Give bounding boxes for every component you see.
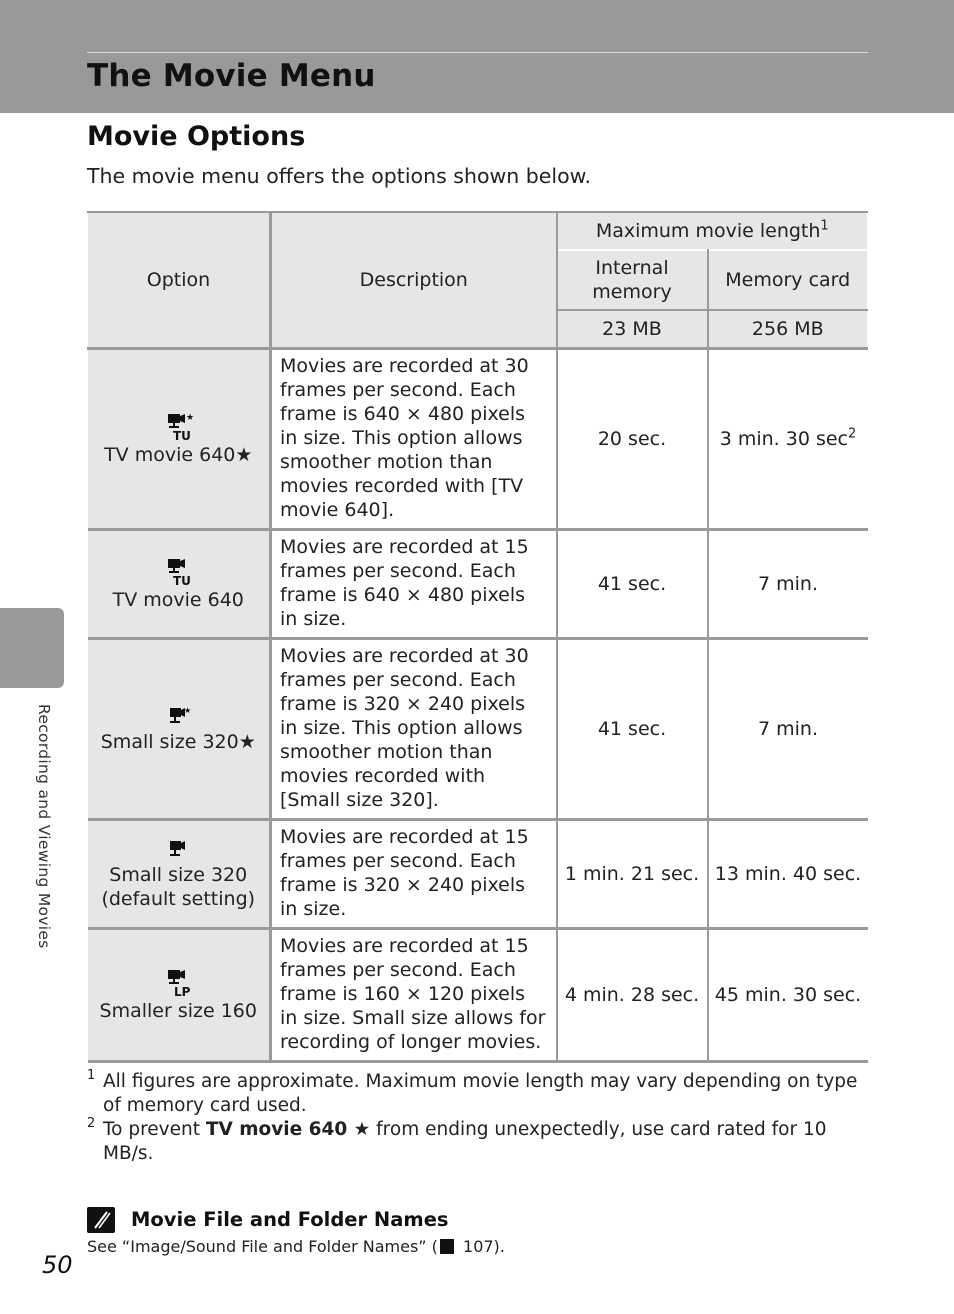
- table-row: [88, 529, 868, 638]
- description-cell: Movies are recorded at 30 frames per second. Each frame is 640 × 480 pixels in size. This option allows smoother motion than movies recorded with [TV movie 640].: [271, 348, 557, 529]
- footnote-ref-1: 1: [820, 218, 829, 234]
- option-label: Small size 320 (default setting): [101, 863, 256, 910]
- description-cell: Movies are recorded at 15 frames per second. Each frame is 320 × 240 pixels in size.: [271, 819, 557, 928]
- header-description: Description: [271, 212, 557, 348]
- movie-options-table: [87, 211, 868, 1063]
- memory-card-cell: 7 min.: [708, 529, 868, 638]
- footnote-text-pre: To prevent: [103, 1119, 206, 1140]
- small-size-320-star-icon: [164, 704, 192, 728]
- note-title: Movie File and Folder Names: [131, 1208, 449, 1231]
- header-max-length: [557, 212, 868, 250]
- page-title: The Movie Menu: [87, 58, 376, 94]
- memory-card-cell: 45 min. 30 sec.: [708, 928, 868, 1061]
- option-cell: [88, 928, 271, 1061]
- internal-memory-cell: 4 min. 28 sec.: [557, 928, 708, 1061]
- page-reference-icon: [440, 1239, 454, 1254]
- footnote-text-post: from ending unexpectedly, use card rated for 10 MB/s.: [103, 1119, 827, 1164]
- tv-movie-640-icon: [164, 556, 192, 586]
- memory-card-cell: 7 min.: [708, 638, 868, 819]
- svg-text:TU: TU: [173, 573, 192, 588]
- header-option: Option: [88, 212, 271, 348]
- svg-text:LP: LP: [174, 984, 191, 999]
- svg-text:★: ★: [184, 705, 192, 715]
- table-row: [88, 348, 868, 529]
- header-max-length-text: Maximum movie length: [595, 220, 821, 242]
- footnote-1: [87, 1070, 877, 1118]
- intro-text: The movie menu offers the options shown below.: [87, 164, 592, 188]
- small-size-320-icon: [164, 837, 192, 861]
- header-card-size: 256 MB: [708, 310, 868, 348]
- description-cell: Movies are recorded at 15 frames per second. Each frame is 640 × 480 pixels in size.: [271, 529, 557, 638]
- tv-movie-640-star-icon: [164, 411, 195, 443]
- memory-card-cell: 13 min. 40 sec.: [708, 819, 868, 928]
- page-number: 50: [42, 1251, 73, 1279]
- table-row: [88, 819, 868, 928]
- option-cell: [88, 529, 271, 638]
- svg-text:TU: TU: [173, 428, 192, 443]
- svg-text:★: ★: [186, 412, 195, 423]
- description-cell: Movies are recorded at 30 frames per second. Each frame is 320 × 240 pixels in size. This option allows smoother motion than movies recorded with [Small size 320].: [271, 638, 557, 819]
- header-internal-memory: Internal memory: [557, 250, 708, 310]
- option-label: Small size 320★: [100, 730, 256, 753]
- option-label: Smaller size 160: [99, 999, 257, 1022]
- internal-memory-cell: 1 min. 21 sec.: [557, 819, 708, 928]
- footnote-mark: 1: [87, 1068, 96, 1083]
- footnotes: [87, 1070, 877, 1166]
- header-rule: [87, 52, 868, 53]
- internal-memory-cell: 41 sec.: [557, 638, 708, 819]
- table-row: [88, 928, 868, 1061]
- option-label: TV movie 640: [112, 588, 244, 611]
- header-memory-card: Memory card: [708, 250, 868, 310]
- header-internal-size: 23 MB: [557, 310, 708, 348]
- note-body-pre: See “Image/Sound File and Folder Names” (: [87, 1237, 438, 1256]
- footnote-2: [87, 1118, 877, 1166]
- description-cell: Movies are recorded at 15 frames per second. Each frame is 160 × 120 pixels in size. Small size allows for recording of longer movies.: [271, 928, 557, 1061]
- footnote-text-bold: TV movie 640 ★: [205, 1119, 371, 1140]
- memory-card-cell: [708, 348, 868, 529]
- memory-card-value: 3 min. 30 sec: [719, 427, 849, 450]
- footnote-mark: 2: [87, 1116, 96, 1131]
- option-label: TV movie 640★: [104, 443, 253, 466]
- smaller-size-160-icon: [164, 967, 192, 997]
- internal-memory-cell: 41 sec.: [557, 529, 708, 638]
- side-section-label: Recording and Viewing Movies: [35, 704, 53, 949]
- internal-memory-cell: 20 sec.: [557, 348, 708, 529]
- footnote-text: All figures are approximate. Maximum movie length may vary depending on type of memory card used.: [103, 1071, 858, 1116]
- note-body: [87, 1237, 505, 1256]
- option-cell: [88, 638, 271, 819]
- table-row: [88, 638, 868, 819]
- page-header: [0, 0, 954, 113]
- note-pencil-icon: [87, 1207, 115, 1233]
- footnote-ref-2: 2: [848, 426, 857, 442]
- option-cell: [88, 819, 271, 928]
- option-cell: [88, 348, 271, 529]
- note-body-post: 107).: [457, 1237, 505, 1256]
- side-tab: [0, 608, 64, 688]
- section-title: Movie Options: [87, 121, 306, 152]
